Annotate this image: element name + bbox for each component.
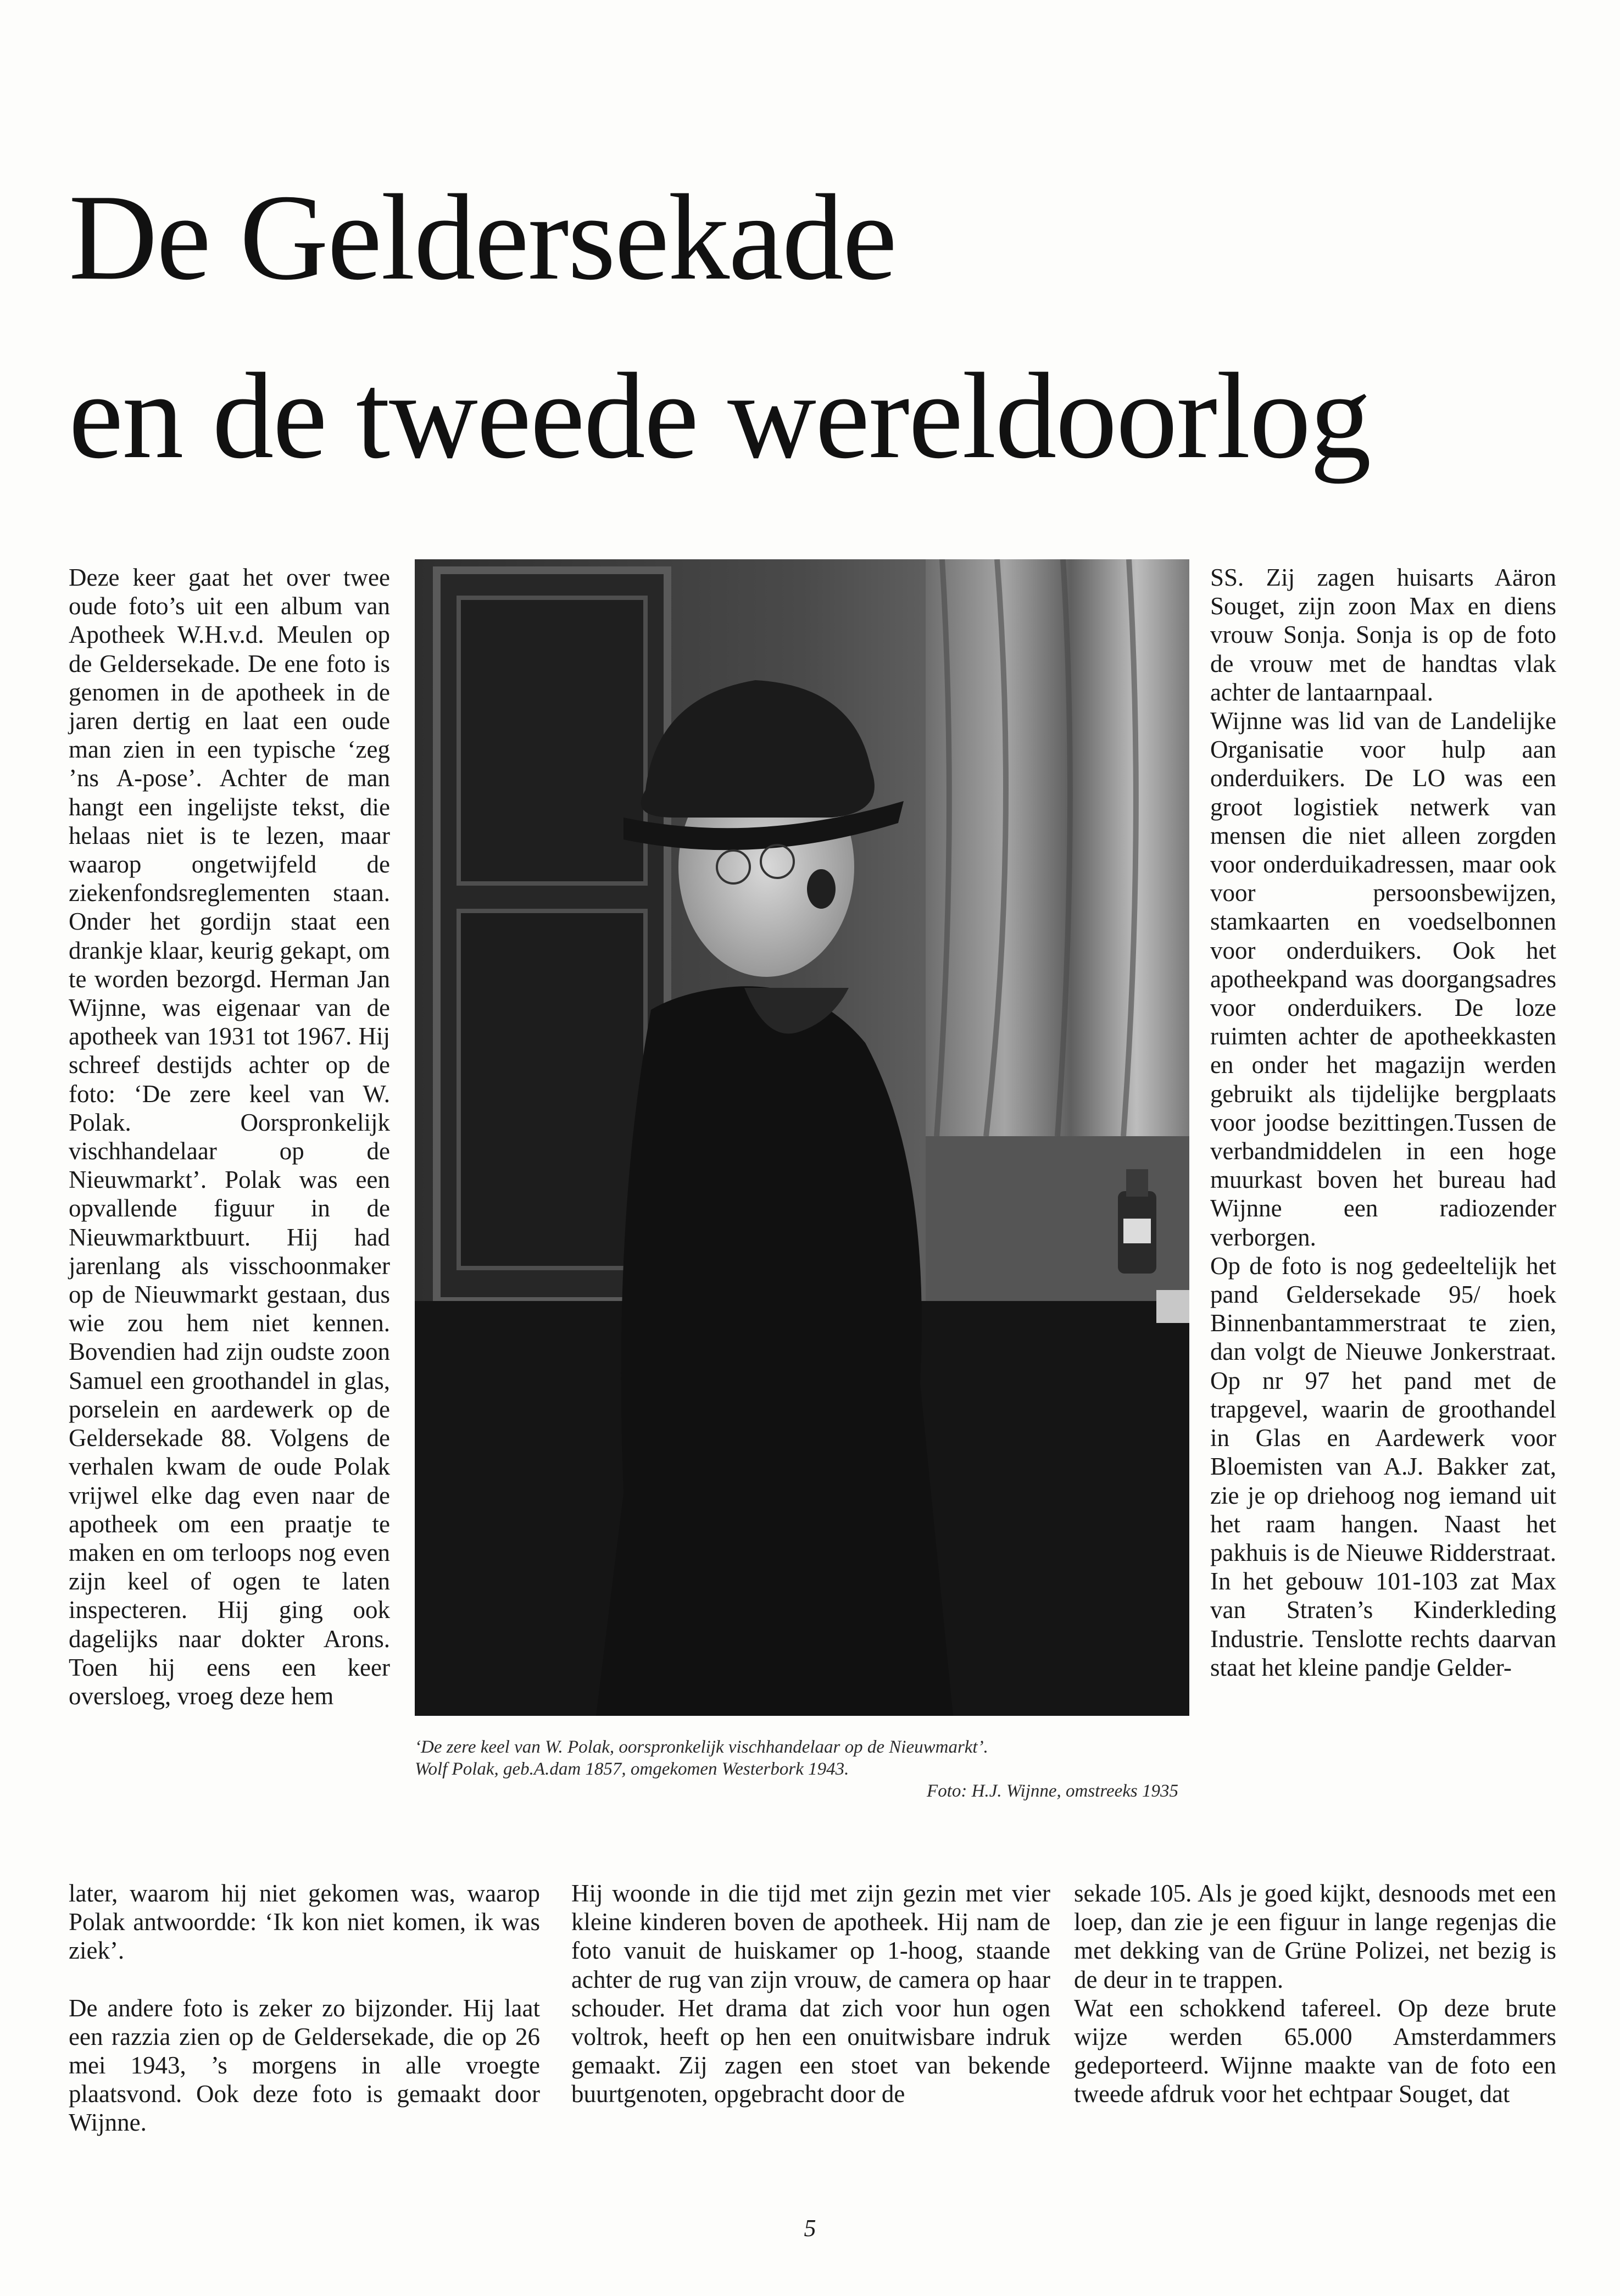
paragraph: Wat een schokkend tafereel. Op deze brute wijze werden 65.000 Amsterdammers gedeporteerd. Wijnne maakte van de foto een tweede afdruk voor het echtpaar Souget, dat [1074, 1994, 1556, 2108]
paragraph: later, waarom hij niet gekomen was, waarop Polak antwoordde: ‘Ik kon niet komen, ik was ziek’. [69, 1880, 540, 1965]
paragraph: De andere foto is zeker zo bijzonder. Hij laat een razzia zien op de Geldersekade, die op 26 mei 1943, ’s morgens in alle vroegte plaatsvond. Ook deze foto is gemaakt door Wijnne. [69, 1994, 540, 2137]
body-column-left [69, 563, 390, 1710]
body-column-right-bottom [1074, 1879, 1556, 2109]
article-title-line-2: en de tweede wereldoorlog [69, 348, 1371, 484]
body-column-right [1210, 563, 1556, 1682]
paragraph: SS. Zij zagen huisarts Aäron Souget, zijn zoon Max en diens vrouw Sonja. Sonja is op de foto de vrouw met de handtas vlak achter de lantaarnpaal. [1210, 564, 1556, 706]
paragraph: sekade 105. Als je goed kijkt, desnoods met een loep, dan zie je een figuur in lange regenjas die met dekking van de Grüne Polizei, net bezig is de deur in te trappen. [1074, 1880, 1556, 1993]
page-number: 5 [804, 2215, 816, 2242]
article-title [69, 148, 1552, 505]
photo-old-man-in-pharmacy [415, 559, 1189, 1716]
caption-line-2: Wolf Polak, geb.A.dam 1857, omgekomen Westerbork 1943. [415, 1759, 849, 1779]
article-photo [415, 559, 1189, 1716]
article-title-line-1: De Geldersekade [69, 169, 897, 305]
photo-credit: Foto: H.J. Wijnne, omstreeks 1935 [927, 1781, 1178, 1801]
caption-line-1: ‘De zere keel van W. Polak, oorspronkelijk vischhandelaar op de Nieuwmarkt’. [415, 1737, 988, 1757]
body-column-left-bottom [69, 1879, 540, 2137]
paragraph: Hij woonde in die tijd met zijn gezin met vier kleine kinderen boven de apotheek. Hij nam de foto vanuit de huiskamer op 1-hoog, staande achter de rug van zijn vrouw, de camera op haar schouder. Het drama dat zich voor hun ogen voltrok, heeft op hen een onuitwisbare indruk gemaakt. Zij zagen een stoet van bekende buurtgenoten, opgebracht door de [571, 1880, 1050, 2108]
paragraph: Deze keer gaat het over twee oude foto’s uit een album van Apotheek W.H.v.d. Meulen op de Geldersekade. De ene foto is genomen in de apotheek in de jaren dertig en laat een oude man zien in een typische ‘zeg ’ns A-pose’. Achter de man hangt een ingelijste tekst, die helaas niet is te lezen, maar waarop ongetwijfeld de ziekenfondsreglementen staan. Onder het gordijn staat een drankje klaar, keurig gekapt, om te worden bezorgd. Herman Jan Wijnne, was eigenaar van de apotheek van 1931 tot 1967. Hij schreef destijds achter op de foto: ‘De zere keel van W. Polak. Oorspronkelijk vischhandelaar op de Nieuwmarkt’. Polak was een opvallende figuur in de Nieuwmarktbuurt. Hij had jarenlang als visschoonmaker op de Nieuwmarkt gestaan, dus wie zou hem niet kennen. Bovendien had zijn oudste zoon Samuel een groothandel in glas, porselein en aardewerk op de Geldersekade 88. Volgens de verhalen kwam de oude Polak vrijwel elke dag even naar de apotheek om een praatje te maken en om terloops nog even zijn keel of ogen te laten inspecteren. Hij ging ook dagelijks naar dokter Arons. Toen hij eens een keer oversloeg, vroeg deze hem [69, 564, 390, 1710]
body-column-middle [571, 1879, 1050, 2109]
photo-caption [415, 1736, 1189, 1802]
paragraph: Wijnne was lid van de Landelijke Organisatie voor hulp aan onderduikers. De LO was een groot logistiek netwerk van mensen die niet alleen zorgden voor onderduikadressen, maar ook voor persoonsbewijzen, stamkaarten en voedselbonnen voor onderduikers. Ook het apotheekpand was doorgangsadres voor onderduikers. De loze ruimten achter de apotheekkasten en onder het magazijn werden gebruikt als tijdelijke bergplaats voor joodse bezittingen.Tussen de verbandmiddelen in een hoge muurkast boven het bureau had Wijnne een radiozender verborgen. [1210, 707, 1556, 1251]
paragraph: Op de foto is nog gedeeltelijk het pand Geldersekade 95/ hoek Binnenbantammerstraat te zien, dan volgt de Nieuwe Jonkerstraat. Op nr 97 het pand met de trapgevel, waarin de groothandel in Glas en Aardewerk voor Bloemisten van A.J. Bakker zat, zie je op driehoog nog iemand uit het raam hangen. Naast het pakhuis is de Nieuwe Ridderstraat. In het gebouw 101-103 zat Max van Straten’s Kinderkleding Industrie. Tenslotte rechts daarvan staat het kleine pandje Gelder- [1210, 1252, 1556, 1681]
